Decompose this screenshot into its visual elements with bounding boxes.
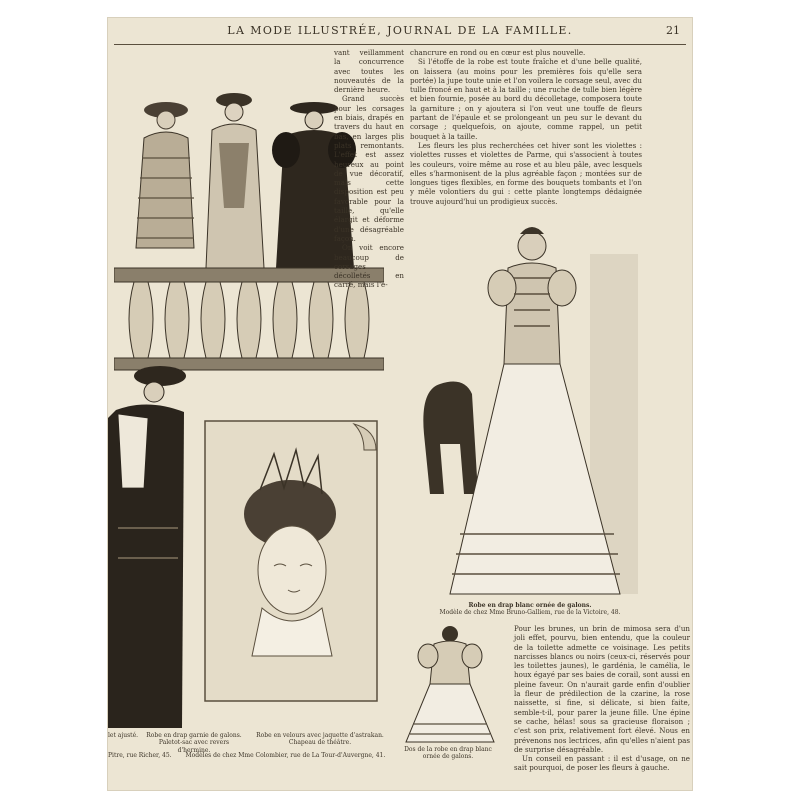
- caption-line: Chapeau de théâtre.: [288, 739, 352, 747]
- caption-credit-right: Modèles de chez Mme Colombier, rue de La Tour-d'Auvergne, 41.: [185, 752, 386, 759]
- illustration-woman-ermine-coat: [108, 348, 188, 743]
- caption-bottom-left-a: [108, 732, 144, 739]
- caption-white-dress: [424, 602, 636, 617]
- caption-bottom-credit: [108, 752, 398, 759]
- caption-line: Robe en velours avec jaquette d'astrakan.: [256, 732, 384, 739]
- text-column-3: [514, 624, 690, 773]
- header-rule: [114, 44, 686, 45]
- paragraph: vant veillamment la concurrence avec toutes les nouveautés de la dernière heure.: [334, 48, 404, 95]
- paragraph: Si l'étoffe de la robe est toute fraîche et d'une belle qualité, on laissera (au moins pour les premières fois qu'elle sera portée) la jupe toute unie et l'on voilera le corsage seul, avec du tulle froncé en haut et à la taille ; une ruche de tulle bien légère et bien fournie, posée au bord du décolletage, composera toute la garniture ; on y ajoutera si l'on veut une touffe de fleurs partant de l'épaule et se prolongeant un peu sur le devant du corsage ; quelquefois, on ajoute, comme rappel, un petit bouquet à la taille.: [410, 57, 642, 141]
- caption-credit-left: Pitre, rue Richer, 45.: [108, 752, 172, 759]
- paragraph: On voit encore beaucoup de corsages décolletés en carré, mais l'é-: [334, 243, 404, 290]
- illustration-white-dress-woman: [420, 214, 638, 608]
- caption-bottom-left-b: [144, 732, 244, 754]
- paragraph: Grand succès pour les corsages en biais, drapés en travers du haut en bas, en larges plis plats remontants. L'effet est assez heureux au point de vue décoratif, mais cette disposition est peu favorable pour la taille, qu'elle élargit et déforme d'une désagréable façon.: [334, 94, 404, 243]
- page-number: 21: [666, 24, 680, 37]
- illustration-dress-back: [400, 622, 500, 744]
- paragraph: Les fleurs les plus recherchées cet hiver sont les violettes : violettes russes et violettes de Parme, qui s'associent à toutes les couleurs, voire même au rose et au bleu pâle, avec lesquels elles s'harmonisent de la plus agréable façon ; montées sur de longues tiges flexibles, en forme des bouquets tombants et l'on y mêle volontiers du gui : cette plante longtemps dédaignée trouve aujourd'hui un prodigieux succès.: [410, 140, 642, 206]
- journal-title: LA MODE ILLUSTRÉE, JOURNAL DE LA FAMILLE.: [227, 24, 573, 37]
- caption-bottom-left-c: [246, 732, 394, 747]
- text-column-2: [410, 48, 642, 206]
- magazine-page: [108, 18, 692, 790]
- page-header: [108, 22, 692, 44]
- paragraph: Un conseil en passant : il est d'usage, on ne sait pourquoi, de poser les fleurs à gauche.: [514, 754, 690, 773]
- caption-line: Paletot-sac avec revers d'hermine.: [158, 739, 230, 754]
- caption-line: let ajusté.: [108, 732, 139, 739]
- text-column-1: [334, 48, 404, 290]
- caption-title: Robe en drap blanc ornée de galons.: [468, 602, 592, 609]
- paragraph: Pour les brunes, un brin de mimosa sera d'un joli effet, pourvu, bien entendu, que la couleur de la toilette admette ce voisinage. Les petits narcisses blancs ou noirs (ceux-ci, réservés pour les toilettes jaunes), le gardénia, le camélia, le houx égayé par ses baies de corail, sont aussi en pleine faveur. On n'aurait garde enfin d'oublier la fleur de prédilection de la czarine, la rose naissette, si fine, si délicate, si bien faite, semble-t-il, pour parer la jeune fille. Une épine se cache, hélas! sous sa gracieuse floraison ; c'est son prix, relativement fort élevé. Nous en prévenons nos lectrices, afin qu'elles n'aient pas de surprise désagréable.: [514, 624, 690, 754]
- caption-line: Robe en drap garnie de galons.: [146, 732, 242, 739]
- illustration-theatre-hat-portrait: [204, 420, 378, 702]
- caption-dress-back: Dos de la robe en drap blanc ornée de galons.: [404, 746, 492, 761]
- caption-credit: Modèle de chez Mme Bruno-Galliem, rue de la Victoire, 48.: [439, 609, 621, 617]
- paragraph: chancrure en rond ou en cœur est plus nouvelle.: [410, 48, 586, 57]
